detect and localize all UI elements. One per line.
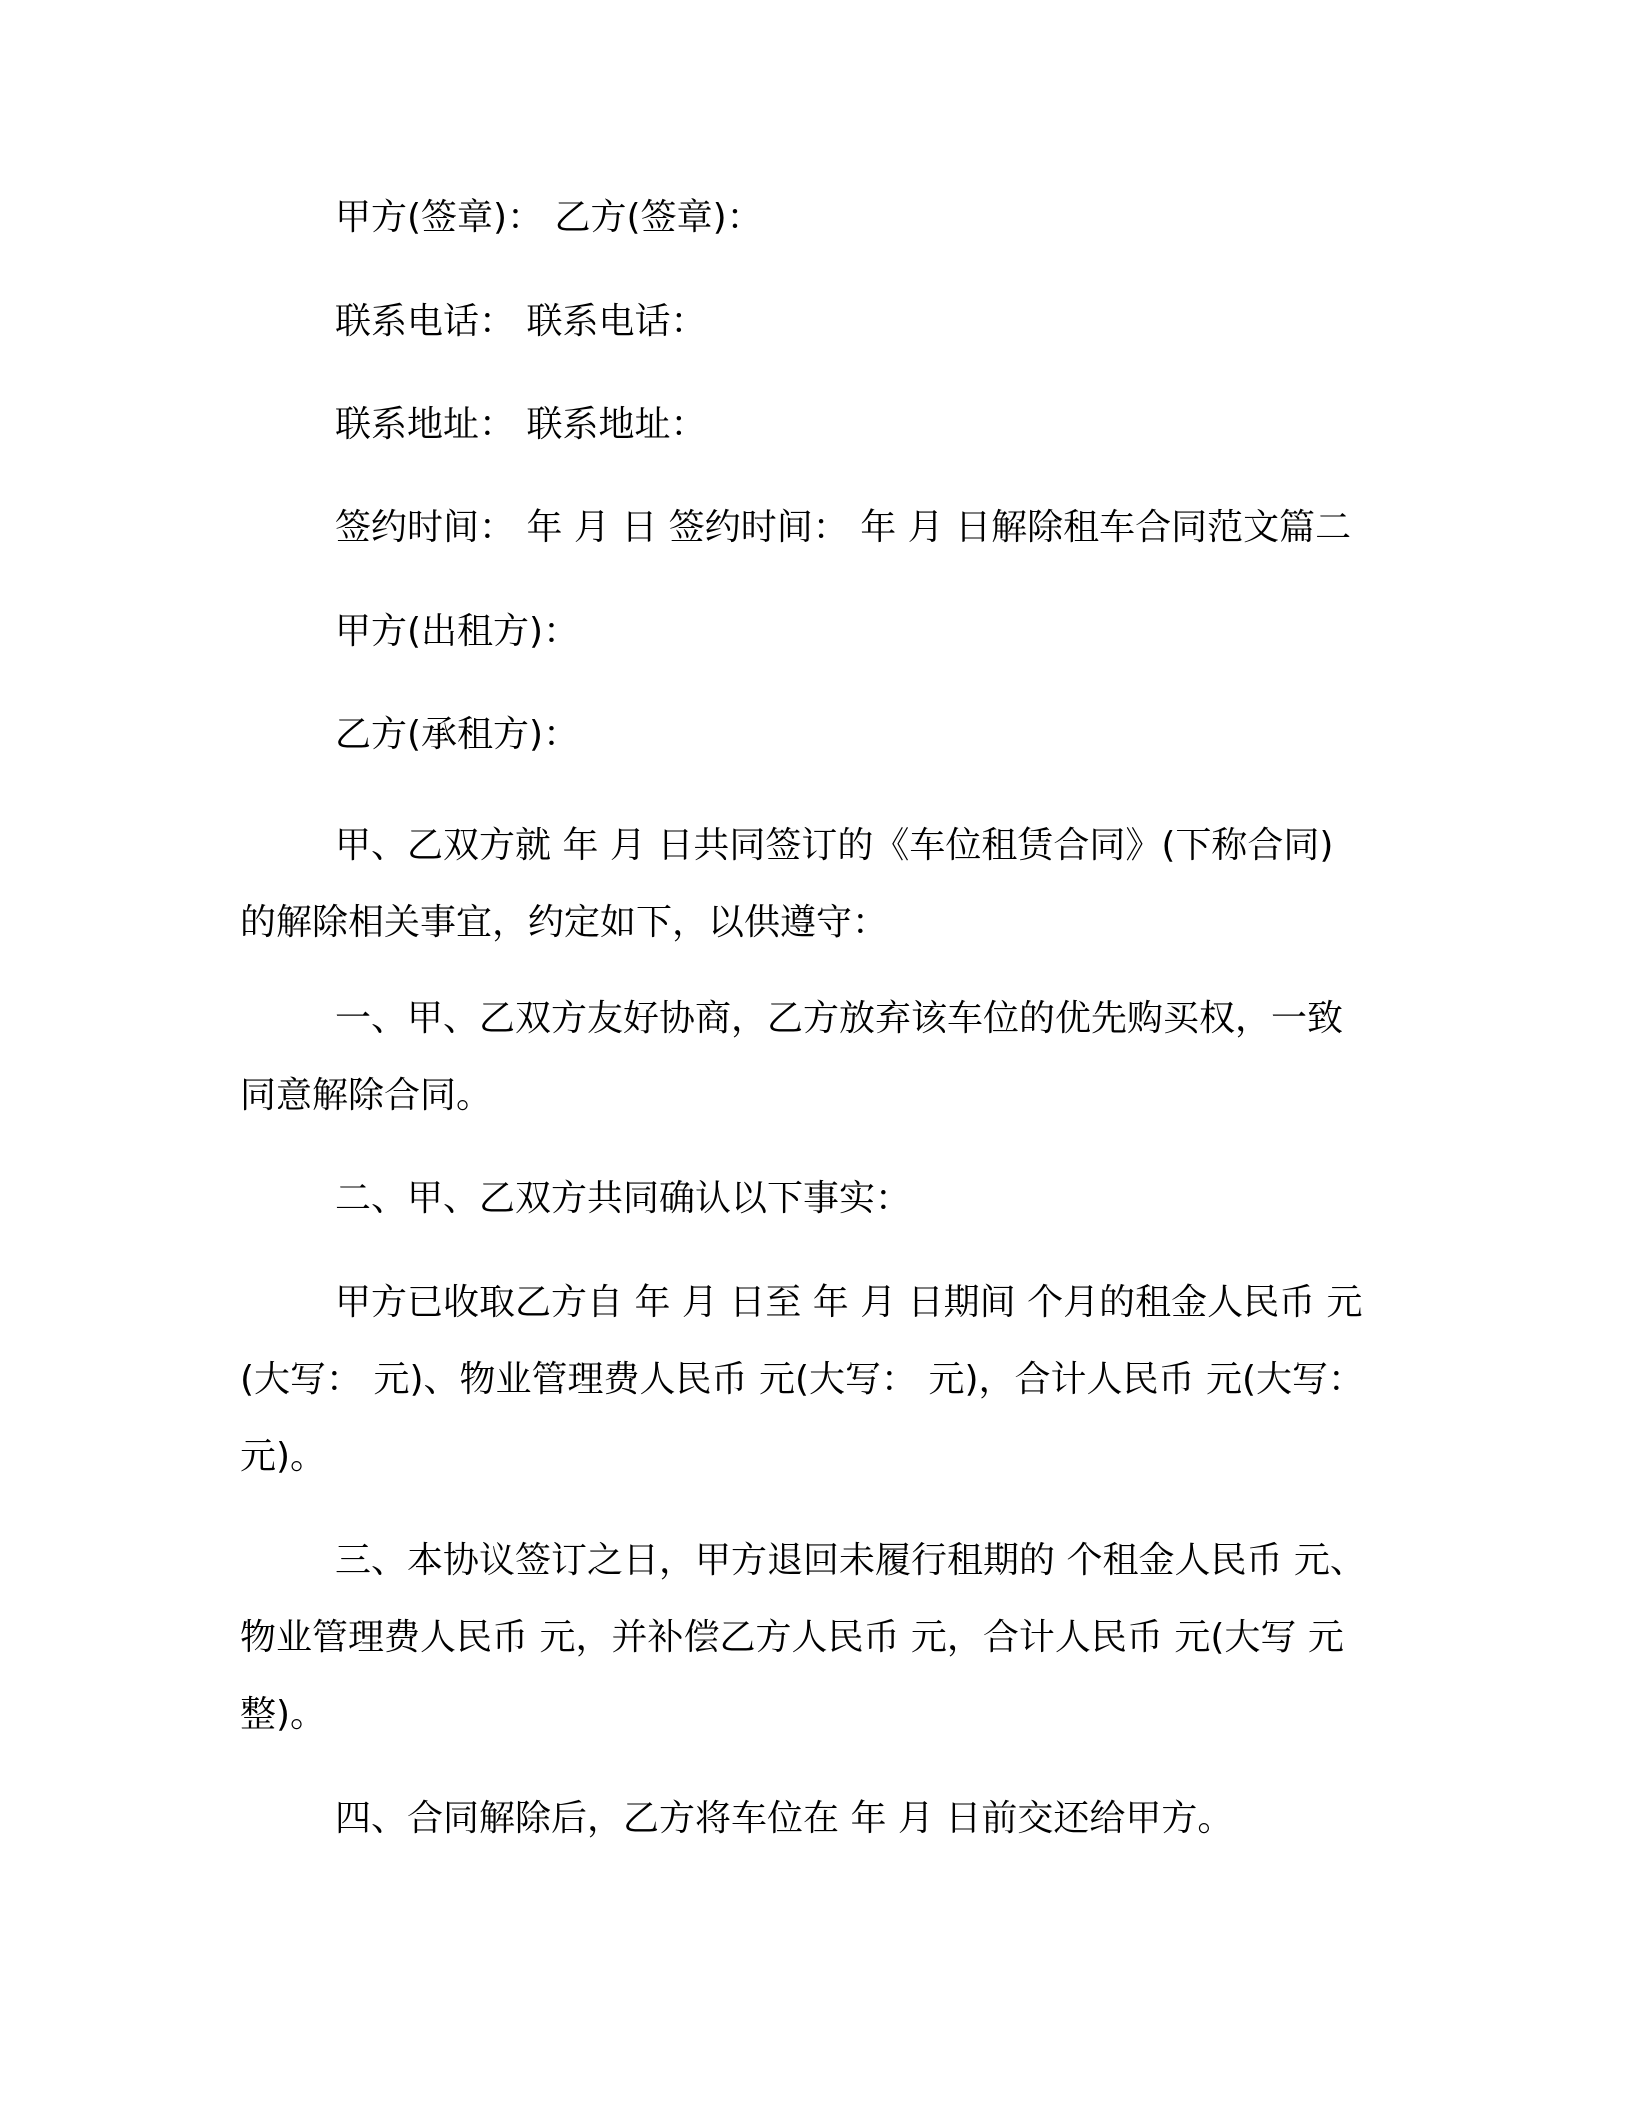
clause-1-line-1: 一、甲、乙双方友好协商，乙方放弃该车位的优先购买权，一致	[335, 998, 1344, 1039]
signature-line: 甲方(签章)： 乙方(签章)：	[335, 197, 763, 238]
address-line: 联系地址： 联系地址：	[335, 404, 707, 445]
intro-paragraph-line-1: 甲、乙双方就 年 月 日共同签订的《车位租赁合同》(下称合同)	[335, 825, 1334, 866]
clause-2-line-2: (大写： 元)、物业管理费人民币 元(大写： 元)，合计人民币 元(大写：	[240, 1359, 1364, 1400]
clause-3-line-1: 三、本协议签订之日，甲方退回未履行租期的 个租金人民币 元、	[335, 1540, 1366, 1581]
clause-1-line-2: 同意解除合同。	[240, 1075, 493, 1116]
clause-3-line-2: 物业管理费人民币 元，并补偿乙方人民币 元，合计人民币 元(大写 元	[240, 1617, 1344, 1658]
clause-2-line-1: 甲方已收取乙方自 年 月 日至 年 月 日期间 个月的租金人民币 元	[335, 1282, 1363, 1323]
clause-2-line-3: 元)。	[240, 1436, 327, 1477]
sign-date-line: 签约时间： 年 月 日 签约时间： 年 月 日解除租车合同范文篇二	[335, 507, 1352, 548]
clause-4-line-1: 四、合同解除后，乙方将车位在 年 月 日前交还给甲方。	[335, 1798, 1234, 1839]
party-a-line: 甲方(出租方)：	[335, 611, 580, 652]
party-b-line: 乙方(承租方)：	[335, 714, 580, 755]
clause-3-line-3: 整)。	[240, 1694, 327, 1735]
clause-2-heading: 二、甲、乙双方共同确认以下事实：	[335, 1178, 912, 1219]
intro-paragraph-line-2: 的解除相关事宜，约定如下，以供遵守：	[240, 902, 889, 943]
phone-line: 联系电话： 联系电话：	[335, 301, 707, 342]
